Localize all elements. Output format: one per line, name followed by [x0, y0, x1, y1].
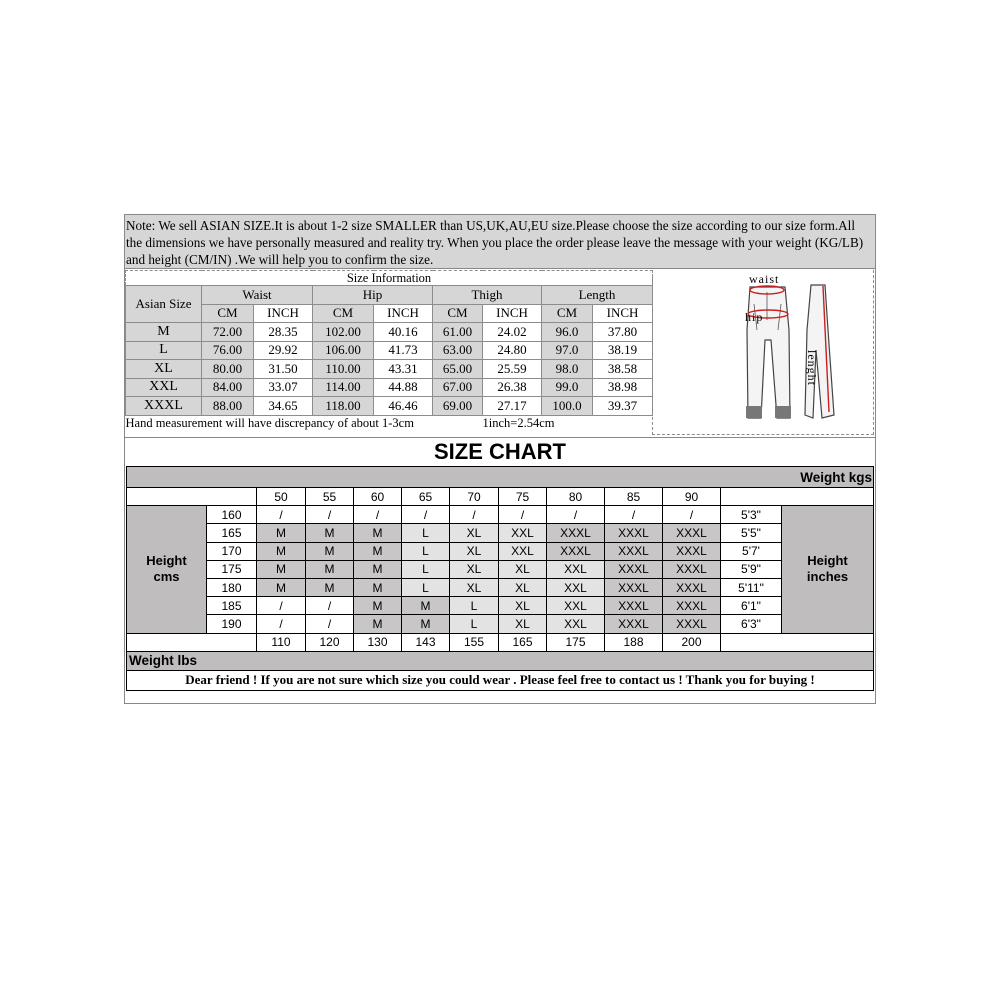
- weight-kg-header: 85: [605, 488, 663, 506]
- size-cell: /: [354, 506, 402, 524]
- size-row: [126, 360, 653, 379]
- measurement-cell: 61.00: [433, 323, 483, 342]
- height-row: [127, 615, 874, 633]
- height-weight-size-chart: [126, 466, 874, 691]
- length-header: Length: [542, 286, 653, 305]
- size-cell: XXL: [547, 560, 605, 578]
- size-cell: L: [402, 578, 450, 596]
- size-cell: XXXL: [663, 615, 721, 633]
- measurement-cell: 97.0: [542, 341, 593, 360]
- unit-header: INCH: [593, 304, 653, 323]
- height-inch-value: 5'7': [721, 542, 782, 560]
- measurement-cell: 63.00: [433, 341, 483, 360]
- size-cell: XXXL: [605, 578, 663, 596]
- size-cell: /: [605, 506, 663, 524]
- measurement-cell: 118.00: [313, 397, 374, 416]
- measurement-cell: 102.00: [313, 323, 374, 342]
- measurement-cell: 26.38: [483, 378, 542, 397]
- size-cell: M: [354, 597, 402, 615]
- height-inches-label: [782, 506, 874, 633]
- size-label: L: [126, 341, 202, 360]
- measurement-footnote: Hand measurement will have discrepancy of about 1-3cm: [126, 415, 483, 431]
- height-inch-value: 6'3": [721, 615, 782, 633]
- measurement-cell: 33.07: [254, 378, 313, 397]
- size-cell: XXXL: [663, 578, 721, 596]
- size-cell: M: [257, 560, 306, 578]
- measurement-cell: 98.0: [542, 360, 593, 379]
- hip-label: hip: [745, 310, 764, 324]
- measurement-cell: 65.00: [433, 360, 483, 379]
- weight-kg-header: 90: [663, 488, 721, 506]
- measurement-cell: 34.65: [254, 397, 313, 416]
- size-cell: /: [257, 615, 306, 633]
- measurement-cell: 39.37: [593, 397, 653, 416]
- unit-header: CM: [313, 304, 374, 323]
- size-cell: /: [306, 615, 354, 633]
- height-cm-value: 175: [207, 560, 257, 578]
- measurement-cell: 46.46: [374, 397, 433, 416]
- height-inch-value: 5'11": [721, 578, 782, 596]
- height-inches-label-line: Height: [807, 553, 848, 569]
- size-cell: XL: [450, 560, 499, 578]
- height-cm-value: 185: [207, 597, 257, 615]
- measurement-cell: 27.17: [483, 397, 542, 416]
- height-cm-value: 165: [207, 524, 257, 542]
- size-cell: XL: [499, 597, 547, 615]
- size-label: XXL: [126, 378, 202, 397]
- size-cell: L: [450, 597, 499, 615]
- size-row: [126, 397, 653, 416]
- measurement-cell: 28.35: [254, 323, 313, 342]
- size-cell: XXL: [547, 615, 605, 633]
- size-cell: /: [257, 506, 306, 524]
- size-cell: M: [402, 615, 450, 633]
- size-cell: M: [257, 578, 306, 596]
- pants-measurement-diagram: [652, 270, 874, 435]
- measurement-cell: 88.00: [202, 397, 254, 416]
- size-cell: XXXL: [547, 542, 605, 560]
- weight-lbs-value: 200: [663, 633, 721, 651]
- measurement-cell: 29.92: [254, 341, 313, 360]
- size-cell: L: [402, 560, 450, 578]
- weight-kgs-label: Weight kgs: [127, 467, 874, 488]
- size-cell: L: [402, 542, 450, 560]
- measurement-cell: 76.00: [202, 341, 254, 360]
- corner-cell: [721, 488, 874, 506]
- measurement-cell: 96.0: [542, 323, 593, 342]
- height-row: [127, 560, 874, 578]
- size-cell: XL: [499, 560, 547, 578]
- size-cell: M: [257, 524, 306, 542]
- measurement-cell: 24.80: [483, 341, 542, 360]
- height-row: [127, 578, 874, 596]
- size-cell: M: [354, 524, 402, 542]
- measurement-cell: 99.0: [542, 378, 593, 397]
- waist-header: Waist: [202, 286, 313, 305]
- weight-lbs-value: 188: [605, 633, 663, 651]
- weight-lbs-value: 165: [499, 633, 547, 651]
- size-label: XXXL: [126, 397, 202, 416]
- size-guide-sheet: [125, 215, 875, 703]
- size-cell: XXL: [547, 578, 605, 596]
- weight-lbs-value: 120: [306, 633, 354, 651]
- size-cell: M: [306, 578, 354, 596]
- thigh-header: Thigh: [433, 286, 542, 305]
- size-cell: XXXL: [663, 542, 721, 560]
- height-inch-value: 6'1": [721, 597, 782, 615]
- unit-header: INCH: [374, 304, 433, 323]
- size-row: [126, 341, 653, 360]
- size-cell: L: [450, 615, 499, 633]
- weight-kg-header: 70: [450, 488, 499, 506]
- size-cell: /: [306, 597, 354, 615]
- size-cell: L: [402, 524, 450, 542]
- measurement-cell: 100.0: [542, 397, 593, 416]
- size-information-table: [125, 270, 653, 431]
- height-cms-label-line: Height: [146, 553, 187, 569]
- hip-header: Hip: [313, 286, 433, 305]
- corner-cell: [127, 633, 257, 651]
- size-cell: /: [663, 506, 721, 524]
- measurement-cell: 67.00: [433, 378, 483, 397]
- conversion-note: 1inch=2.54cm: [483, 415, 653, 431]
- measurement-cell: 80.00: [202, 360, 254, 379]
- measurement-cell: 43.31: [374, 360, 433, 379]
- measurement-cell: 106.00: [313, 341, 374, 360]
- size-cell: XXXL: [605, 597, 663, 615]
- measurement-cell: 37.80: [593, 323, 653, 342]
- size-cell: /: [402, 506, 450, 524]
- size-information-caption: Size Information: [126, 271, 653, 286]
- height-inch-value: 5'9": [721, 560, 782, 578]
- weight-kg-header: 55: [306, 488, 354, 506]
- unit-header: CM: [202, 304, 254, 323]
- size-cell: M: [257, 542, 306, 560]
- size-cell: M: [354, 615, 402, 633]
- height-inch-value: 5'5": [721, 524, 782, 542]
- size-cell: XXXL: [663, 597, 721, 615]
- weight-kg-header: 80: [547, 488, 605, 506]
- measurement-cell: 24.02: [483, 323, 542, 342]
- corner-cell: [721, 633, 874, 651]
- measurement-cell: 38.98: [593, 378, 653, 397]
- size-cell: M: [354, 542, 402, 560]
- weight-lbs-value: 110: [257, 633, 306, 651]
- size-cell: XXXL: [605, 542, 663, 560]
- height-cm-value: 160: [207, 506, 257, 524]
- size-cell: XXXL: [547, 524, 605, 542]
- height-cm-value: 170: [207, 542, 257, 560]
- size-label: XL: [126, 360, 202, 379]
- size-row: [126, 323, 653, 342]
- height-cms-label-line: cms: [153, 569, 180, 585]
- corner-cell: [127, 488, 257, 506]
- size-label: M: [126, 323, 202, 342]
- measurement-cell: 38.58: [593, 360, 653, 379]
- measurement-cell: 31.50: [254, 360, 313, 379]
- size-chart-title: SIZE CHART: [125, 437, 875, 466]
- waist-label: waist: [749, 272, 780, 286]
- size-cell: XXXL: [605, 615, 663, 633]
- asian-size-note: Note: We sell ASIAN SIZE.It is about 1-2 size SMALLER than US,UK,AU,EU size.Please choose the size according to our size form.All the dimensions we have personally measured and reality try. When you place the order please leave the message with your weight (KG/LB) and height (CM/IN) .We will help you to confirm the size.: [125, 215, 875, 269]
- weight-lbs-label: Weight lbs: [127, 651, 874, 670]
- height-row: [127, 524, 874, 542]
- measurement-cell: 69.00: [433, 397, 483, 416]
- size-cell: /: [257, 597, 306, 615]
- length-label: lenght: [805, 350, 819, 386]
- weight-kg-header: 75: [499, 488, 547, 506]
- size-cell: XXL: [499, 524, 547, 542]
- size-cell: XL: [499, 578, 547, 596]
- size-cell: M: [354, 560, 402, 578]
- size-cell: XXXL: [663, 524, 721, 542]
- pants-illustration: [653, 270, 873, 433]
- size-cell: M: [306, 542, 354, 560]
- unit-header: CM: [542, 304, 593, 323]
- measurement-cell: 38.19: [593, 341, 653, 360]
- measurement-cell: 84.00: [202, 378, 254, 397]
- size-cell: XXXL: [605, 524, 663, 542]
- unit-header: INCH: [254, 304, 313, 323]
- size-cell: XL: [499, 615, 547, 633]
- measurement-cell: 25.59: [483, 360, 542, 379]
- size-cell: /: [499, 506, 547, 524]
- weight-kg-header: 65: [402, 488, 450, 506]
- size-cell: XXL: [499, 542, 547, 560]
- size-cell: XL: [450, 524, 499, 542]
- asian-size-header: Asian Size: [126, 286, 202, 323]
- weight-lbs-value: 130: [354, 633, 402, 651]
- unit-header: CM: [433, 304, 483, 323]
- weight-lbs-value: 175: [547, 633, 605, 651]
- height-cm-value: 180: [207, 578, 257, 596]
- weight-kg-header: 50: [257, 488, 306, 506]
- height-inch-value: 5'3": [721, 506, 782, 524]
- size-cell: M: [306, 524, 354, 542]
- size-cell: /: [547, 506, 605, 524]
- height-cms-label: [127, 506, 207, 633]
- unit-header: INCH: [483, 304, 542, 323]
- height-cm-value: 190: [207, 615, 257, 633]
- size-cell: XL: [450, 542, 499, 560]
- height-row: [127, 542, 874, 560]
- size-row: [126, 378, 653, 397]
- measurement-cell: 114.00: [313, 378, 374, 397]
- weight-kg-header: 60: [354, 488, 402, 506]
- size-cell: XXXL: [663, 560, 721, 578]
- size-cell: /: [450, 506, 499, 524]
- size-cell: M: [306, 560, 354, 578]
- weight-lbs-value: 155: [450, 633, 499, 651]
- height-row: [127, 597, 874, 615]
- size-cell: XXL: [547, 597, 605, 615]
- measurement-cell: 110.00: [313, 360, 374, 379]
- size-cell: /: [306, 506, 354, 524]
- measurement-cell: 44.88: [374, 378, 433, 397]
- weight-lbs-value: 143: [402, 633, 450, 651]
- size-cell: XL: [450, 578, 499, 596]
- thank-you-message: Dear friend ! If you are not sure which size you could wear . Please feel free to contact us ! Thank you for buying !: [127, 670, 874, 690]
- measurement-cell: 40.16: [374, 323, 433, 342]
- size-cell: M: [402, 597, 450, 615]
- measurement-cell: 41.73: [374, 341, 433, 360]
- size-cell: XXXL: [605, 560, 663, 578]
- height-row: [127, 506, 874, 524]
- measurement-cell: 72.00: [202, 323, 254, 342]
- size-cell: M: [354, 578, 402, 596]
- height-inches-label-line: inches: [806, 569, 849, 585]
